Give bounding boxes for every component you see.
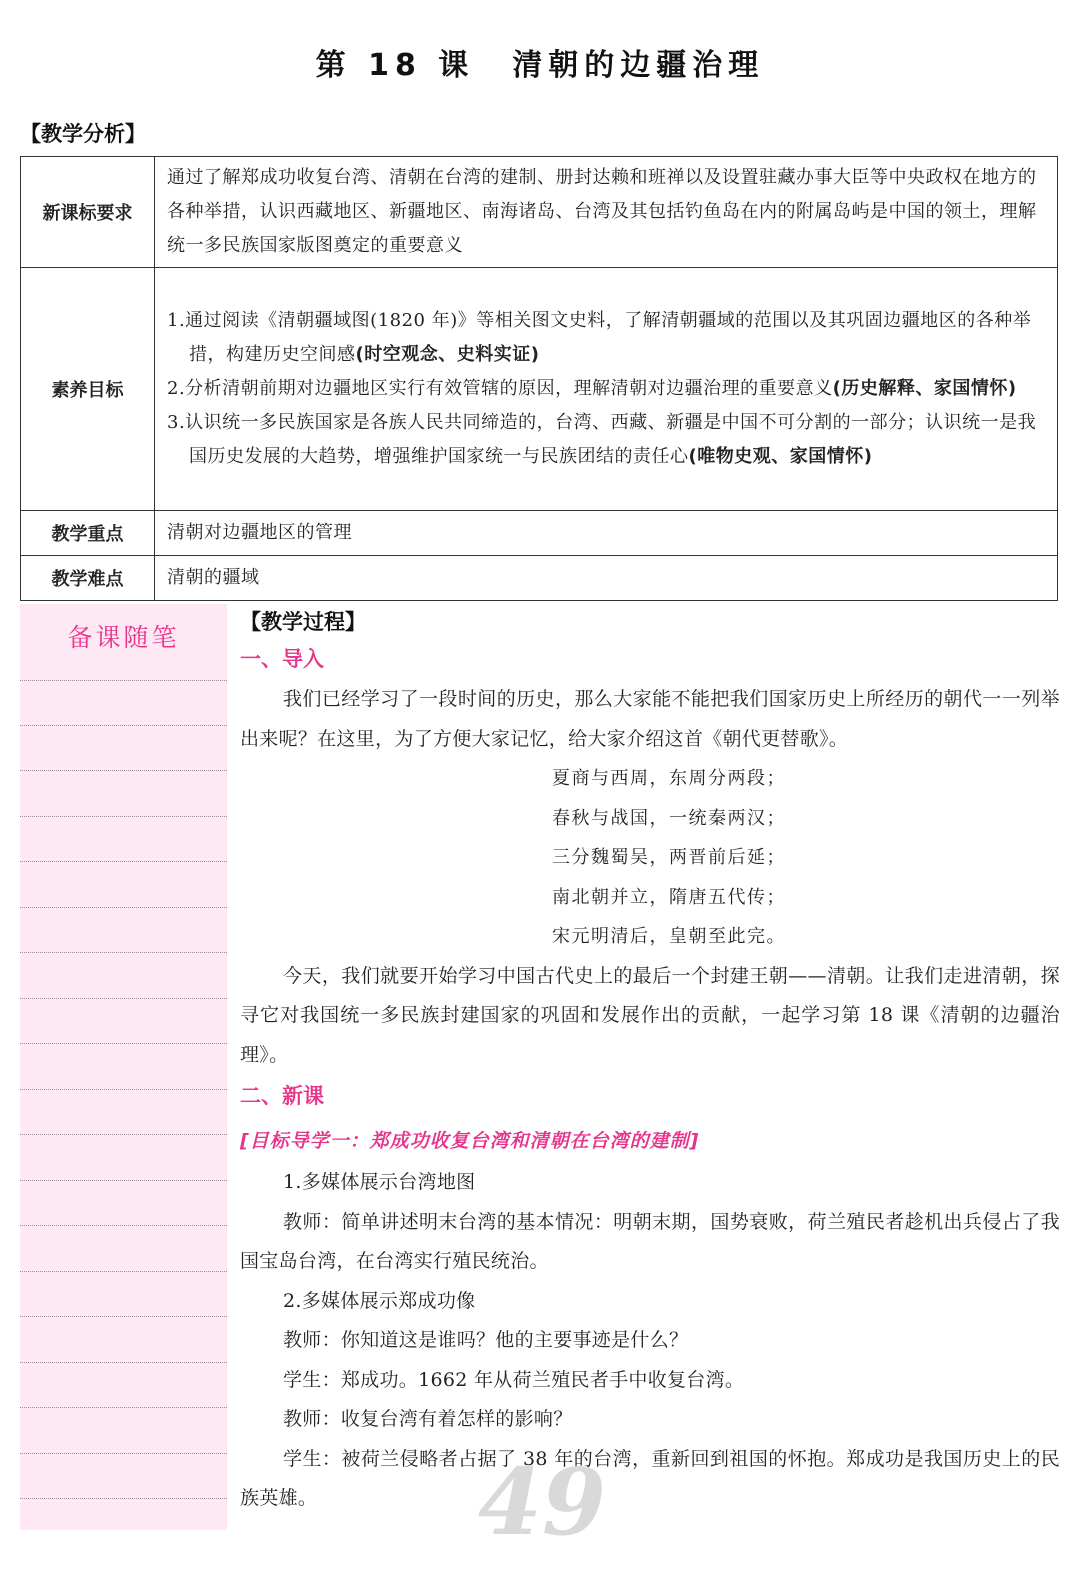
note-line — [20, 725, 227, 726]
note-line — [20, 1043, 227, 1044]
page-number: 49 — [478, 1448, 607, 1556]
lesson-line: 学生：郑成功。1662 年从荷兰殖民者手中收复台湾。 — [283, 1368, 745, 1391]
poem-line: 春秋与战国，一统秦两汉； — [552, 807, 786, 829]
curriculum-label: 新课标要求 — [21, 157, 155, 268]
poem-line: 夏商与西周，东周分两段； — [552, 768, 786, 789]
key-point-label: 教学重点 — [21, 511, 155, 556]
analysis-section-label: 【教学分析】 — [20, 122, 146, 146]
analysis-table — [20, 156, 1058, 601]
teaching-process — [240, 604, 1060, 1519]
note-line — [20, 1362, 227, 1363]
difficulty-row — [21, 556, 1058, 601]
lesson-line: 教师：你知道这是谁吗？他的主要事迹是什么？ — [283, 1329, 689, 1351]
note-line — [20, 1407, 227, 1408]
note-line — [20, 861, 227, 862]
note-line — [20, 1134, 227, 1135]
lesson-line: 2.多媒体展示郑成功像 — [283, 1289, 476, 1312]
lesson-line: 学生：被荷兰侵略者占据了 38 年的台湾，重新回到祖国的怀抱。郑成功是我国历史上的民族英雄。 — [240, 1447, 1060, 1509]
note-line — [20, 1180, 227, 1181]
target-guide-1: [目标导学一：郑成功收复台湾和清朝在台湾的建制] — [240, 1130, 700, 1152]
process-label: 【教学过程】 — [240, 610, 366, 634]
competency-goal-1: 1.通过阅读《清朝疆域图(1820 年)》等相关图文史料，了解清朝疆域的范围以及其巩固边疆地区的各种举措，构建历史空间感(时空观念、史料实证) — [167, 310, 1032, 365]
competency-goals — [155, 268, 1058, 511]
poem-line: 三分魏蜀吴，两晋前后延； — [552, 847, 786, 868]
poem-line: 宋元明清后，皇朝至此完。 — [552, 926, 786, 947]
lesson-line: 教师：收复台湾有着怎样的影响？ — [283, 1408, 573, 1430]
curriculum-row — [21, 157, 1058, 268]
intro-paragraph-2: 今天，我们就要开始学习中国古代史上的最后一个封建王朝——清朝。让我们走进清朝，探寻它对我国统一多民族封建国家的巩固和发展作出的贡献，一起学习第 18 课《清朝的边疆治理》。 — [240, 964, 1060, 1066]
competency-row — [21, 268, 1058, 511]
note-line — [20, 1316, 227, 1317]
competency-label: 素养目标 — [21, 268, 155, 511]
difficulty-label: 教学难点 — [21, 556, 155, 601]
note-line — [20, 816, 227, 817]
note-line — [20, 1453, 227, 1454]
note-line — [20, 1089, 227, 1090]
notes-sidebar — [20, 604, 227, 1530]
competency-goal-3: 3.认识统一多民族国家是各族人民共同缔造的，台湾、西藏、新疆是中国不可分割的一部分；认识统一是我国历史发展的大趋势，增强维护国家统一与民族团结的责任心(唯物史观、家国情怀) — [167, 412, 1037, 467]
intro-heading: 一、导入 — [240, 647, 324, 671]
lesson-title — [0, 40, 1080, 84]
difficulty-text: 清朝的疆域 — [155, 556, 1058, 601]
note-line — [20, 770, 227, 771]
note-line — [20, 907, 227, 908]
note-line — [20, 1498, 227, 1499]
key-point-row — [21, 511, 1058, 556]
note-line — [20, 1271, 227, 1272]
note-line — [20, 952, 227, 953]
dynasty-poem — [240, 759, 1060, 957]
note-line — [20, 680, 227, 681]
lesson-line: 1.多媒体展示台湾地图 — [283, 1171, 476, 1193]
lesson-name: 清朝的边疆治理 — [512, 48, 765, 83]
poem-line: 南北朝并立，隋唐五代传； — [552, 886, 786, 908]
lesson-number: 第 18 课 — [315, 48, 475, 83]
key-point-text: 清朝对边疆地区的管理 — [155, 511, 1058, 556]
intro-paragraph-1: 我们已经学习了一段时间的历史，那么大家能不能把我们国家历史上所经历的朝代一一列举出来呢？在这里，为了方便大家记忆，给大家介绍这首《朝代更替歌》。 — [240, 688, 1060, 750]
note-line — [20, 998, 227, 999]
notes-sidebar-title: 备课随笔 — [67, 623, 180, 652]
note-line — [20, 1225, 227, 1226]
competency-goal-2: 2.分析清朝前期对边疆地区实行有效管辖的原因，理解清朝对边疆治理的重要意义(历史解释、家国情怀) — [167, 378, 1017, 399]
curriculum-text: 通过了解郑成功收复台湾、清朝在台湾的建制、册封达赖和班禅以及设置驻藏办事大臣等中央政权在地方的各种举措，认识西藏地区、新疆地区、南海诸岛、台湾及其包括钓鱼岛在内的附属岛屿是中国的领土，理解统一多民族国家版图奠定的重要意义 — [155, 157, 1058, 268]
new-lesson-heading: 二、新课 — [240, 1084, 324, 1108]
lesson-line: 教师：简单讲述明末台湾的基本情况：明朝末期，国势衰败，荷兰殖民者趁机出兵侵占了我国宝岛台湾，在台湾实行殖民统治。 — [240, 1210, 1060, 1272]
